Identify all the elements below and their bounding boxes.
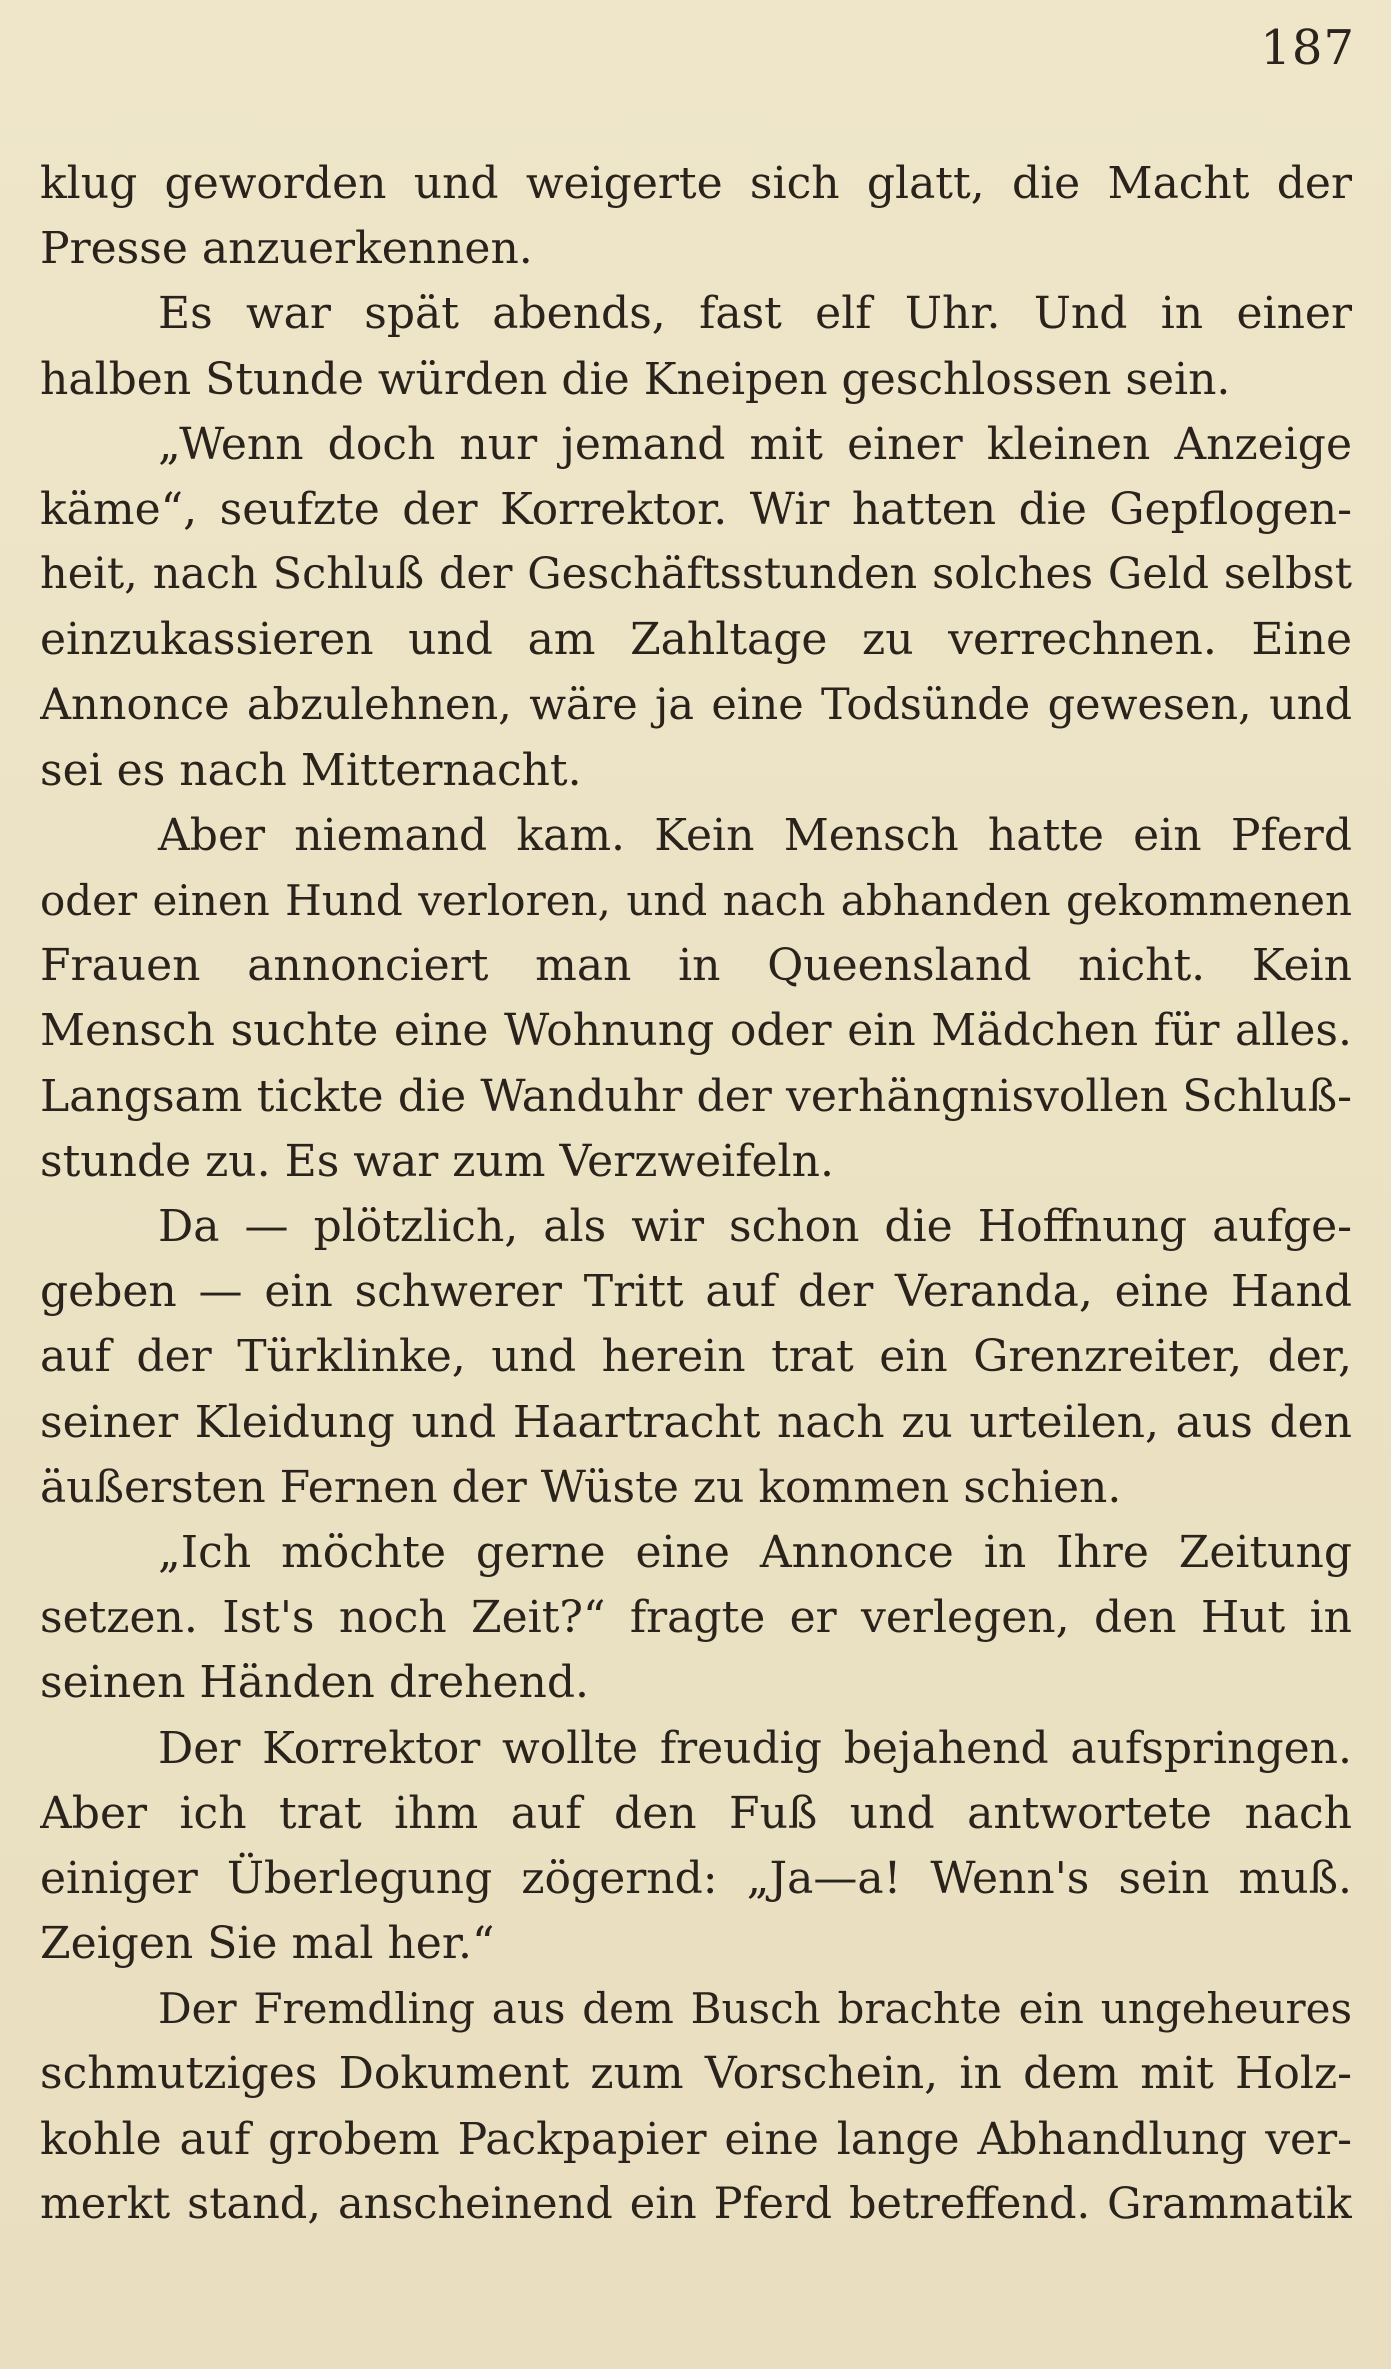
text-line: Es war spät abends, fast elf Uhr. Und in einer <box>158 288 1352 340</box>
text-line: heit, nach Schluß der Geschäftsstunden solches Geld selbst <box>40 549 1352 600</box>
text-line: Presse anzuerkennen. <box>40 223 533 275</box>
text-line: einzukassieren und am Zahltage zu verrechnen. Eine <box>40 614 1352 666</box>
text-line: halben Stunde würden die Kneipen geschlossen sein. <box>40 353 1231 405</box>
text-line: Frauen annonciert man in Queensland nicht. Kein <box>40 940 1352 992</box>
text-line: Mensch suchte eine Wohnung oder ein Mädchen für alles. <box>40 1005 1352 1057</box>
text-line: sei es nach Mitternacht. <box>40 744 582 796</box>
text-line: seinen Händen drehend. <box>40 1657 589 1709</box>
body-text <box>40 151 1352 2237</box>
text-line: „Wenn doch nur jemand mit einer kleinen Anzeige <box>158 418 1352 470</box>
text-line: Annonce abzulehnen, wäre ja eine Todsünde gewesen, und <box>40 679 1352 730</box>
text-line: seiner Kleidung und Haartracht nach zu urteilen, aus den <box>40 1396 1352 1448</box>
text-line: schmutziges Dokument zum Vorschein, in dem mit Holz- <box>40 2048 1352 2100</box>
text-line: Aber niemand kam. Kein Mensch hatte ein Pferd <box>158 809 1352 861</box>
page-number: 187 <box>1260 20 1355 76</box>
text-line: einiger Überlegung zögernd: „Ja—a! Wenn's sein muß. <box>40 1852 1352 1904</box>
text-line: Zeigen Sie mal her.“ <box>40 1918 495 1970</box>
text-line: Langsam tickte die Wanduhr der verhängnisvollen Schluß- <box>40 1070 1352 1122</box>
text-line: käme“, seufzte der Korrektor. Wir hatten die Gepflogen- <box>40 483 1352 535</box>
text-line: kohle auf grobem Packpapier eine lange Abhandlung ver- <box>40 2113 1352 2165</box>
text-line: Da — plötzlich, als wir schon die Hoffnung aufge- <box>158 1201 1352 1252</box>
text-line: klug geworden und weigerte sich glatt, die Macht der <box>40 158 1352 209</box>
text-line: äußersten Fernen der Wüste zu kommen schien. <box>40 1461 1122 1513</box>
text-line: setzen. Ist's noch Zeit?“ fragte er verlegen, den Hut in <box>40 1592 1352 1644</box>
text-line: merkt stand, anscheinend ein Pferd betreffend. Grammatik <box>40 2178 1352 2229</box>
text-line: stunde zu. Es war zum Verzweifeln. <box>40 1135 834 1187</box>
text-line: auf der Türklinke, und herein trat ein Grenzreiter, der, <box>40 1331 1352 1383</box>
text-line: „Ich möchte gerne eine Annonce in Ihre Zeitung <box>158 1526 1352 1578</box>
text-line: Der Korrektor wollte freudig bejahend aufspringen. <box>158 1722 1352 1774</box>
text-line: geben — ein schwerer Tritt auf der Veranda, eine Hand <box>40 1266 1352 1318</box>
text-line: Der Fremdling aus dem Busch brachte ein ungeheures <box>158 1984 1352 2034</box>
text-line: Aber ich trat ihm auf den Fuß und antwortete nach <box>40 1787 1352 1839</box>
text-line: oder einen Hund verloren, und nach abhanden gekommenen <box>40 876 1352 926</box>
